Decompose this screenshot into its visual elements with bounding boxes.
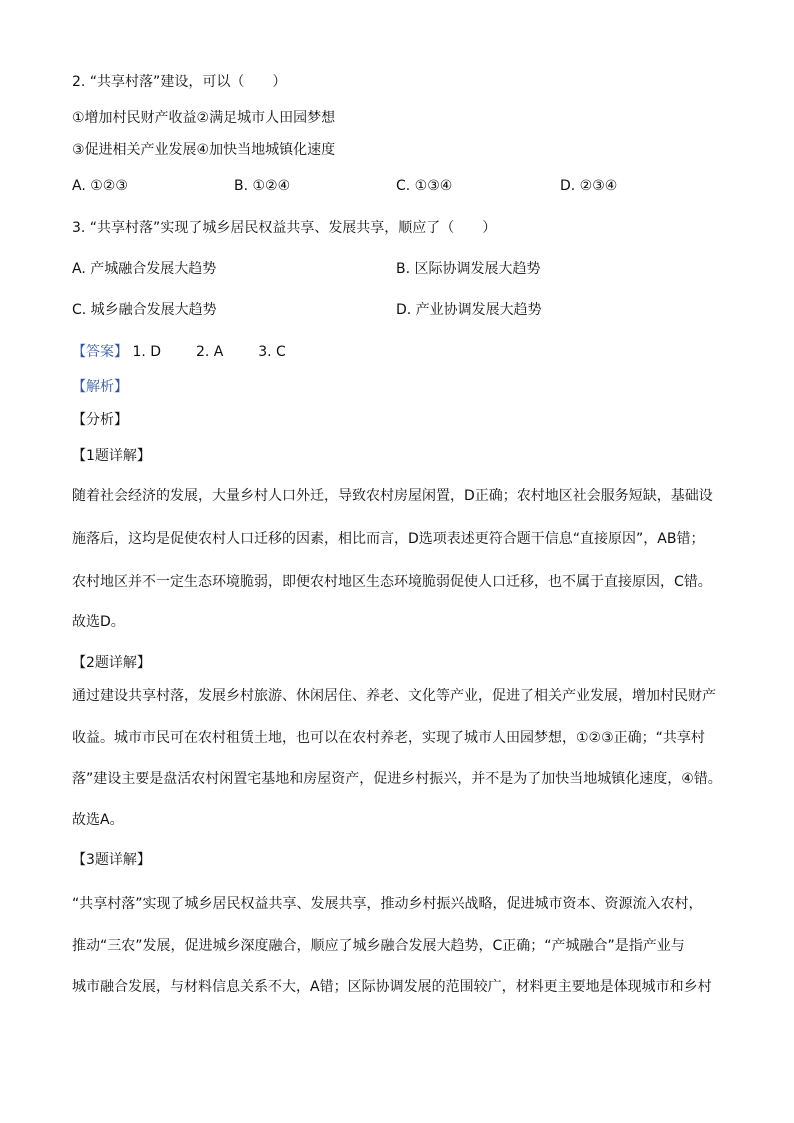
q2-item-line-1: ①增加村民财产收益②满足城市人田园梦想 bbox=[72, 110, 336, 126]
q3-option-a: A. 产城融合发展大趋势 bbox=[72, 261, 217, 277]
q2-option-c: C. ①③④ bbox=[396, 178, 453, 194]
section-2-line-1: 通过建设共享村落，发展乡村旅游、休闲居住、养老、文化等产业，促进了相关产业发展，增加村民财产 bbox=[72, 688, 716, 704]
section-2-tag: 【2题详解】 bbox=[72, 655, 151, 671]
section-1-tag: 【1题详解】 bbox=[72, 448, 151, 464]
q2-item-line-2: ③促进相关产业发展④加快当地城镇化速度 bbox=[72, 142, 336, 158]
analysis-tag: 【解析】 bbox=[72, 379, 128, 395]
section-3-line-2: 推动“三农”发展，促进城乡深度融合，顺应了城乡融合发展大趋势，C正确；“产城融合”是指产业与 bbox=[72, 938, 685, 954]
section-2-line-3: 落”建设主要是盘活农村闲置宅基地和房屋资产，促进乡村振兴，并不是为了加快当地城镇化速度，④错。 bbox=[72, 771, 722, 787]
q3-option-b: B. 区际协调发展大趋势 bbox=[396, 261, 541, 277]
q2-option-b: B. ①②④ bbox=[234, 178, 291, 194]
q3-option-d: D. 产业协调发展大趋势 bbox=[396, 302, 542, 318]
section-3-tag: 【3题详解】 bbox=[72, 852, 151, 868]
answer-2: 2. A bbox=[195, 344, 224, 360]
q2-option-d: D. ②③④ bbox=[560, 178, 618, 194]
answer-tag: 【答案】 bbox=[72, 344, 128, 360]
answer-row bbox=[72, 342, 286, 362]
q3-option-c: C. 城乡融合发展大趋势 bbox=[72, 302, 217, 318]
section-1-line-3: 农村地区并不一定生态环境脆弱，即便农村地区生态环境脆弱促使人口迁移，也不属于直接原因，C错。 bbox=[72, 574, 712, 590]
q2-option-a: A. ①②③ bbox=[72, 178, 128, 194]
q3-stem: 3. “共享村落”实现了城乡居民权益共享、发展共享，顺应了（ ） bbox=[72, 220, 497, 236]
section-2-line-4: 故选A。 bbox=[72, 812, 124, 828]
section-1-line-4: 故选D。 bbox=[72, 614, 125, 630]
q2-stem: 2. “共享村落”建设，可以（ ） bbox=[72, 74, 287, 90]
section-3-line-3: 城市融合发展，与材料信息关系不大，A错；区际协调发展的范围较广，材料更主要地是体现城市和乡村 bbox=[72, 979, 712, 995]
answer-3: 3. C bbox=[258, 344, 286, 360]
section-1-line-2: 施落后，这均是促使农村人口迁移的因素，相比而言，D选项表述更符合题干信息“直接原因”，AB错； bbox=[72, 531, 705, 547]
section-2-line-2: 收益。城市市民可在农村租赁土地，也可以在农村养老，实现了城市人田园梦想，①②③正确；“共享村 bbox=[72, 730, 705, 746]
section-3-line-1: “共享村落”实现了城乡居民权益共享、发展共享，推动乡村振兴战略，促进城市资本、资源流入农村， bbox=[72, 896, 703, 912]
answer-1: 1. D bbox=[132, 344, 162, 360]
fenxi-tag: 【分析】 bbox=[72, 412, 128, 428]
section-1-line-1: 随着社会经济的发展，大量乡村人口外迁，导致农村房屋闲置，D正确；农村地区社会服务短缺，基础设 bbox=[72, 488, 713, 504]
